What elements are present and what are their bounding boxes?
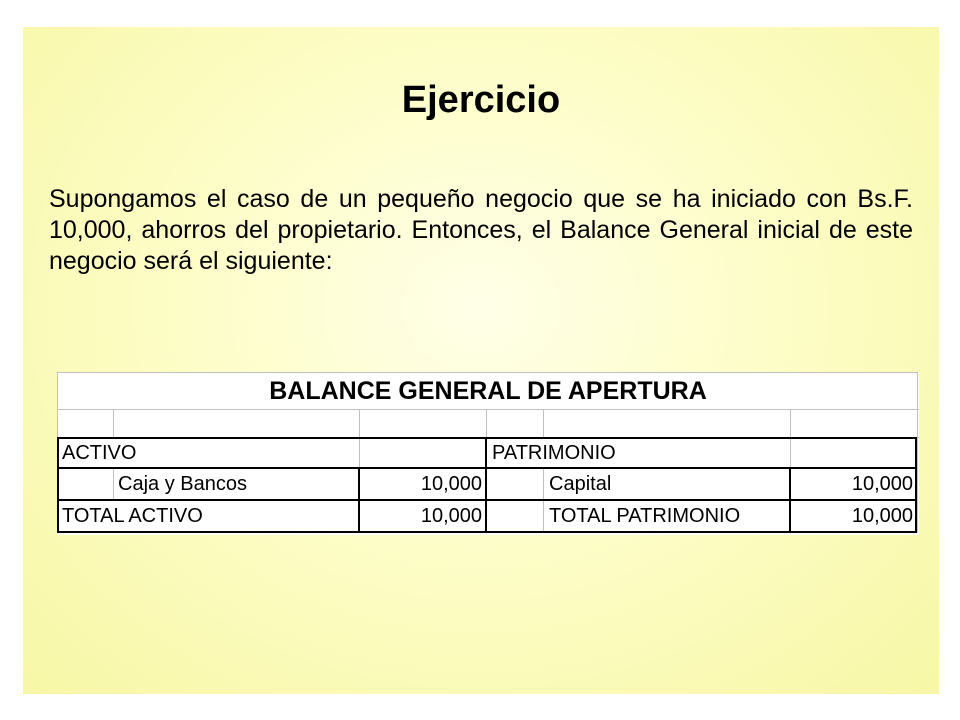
slide-title: Ejercicio xyxy=(401,79,561,121)
caja-bancos-value: 10,000 xyxy=(420,473,482,495)
slide-paragraph: Supongamos el caso de un pequeño negocio que se ha iniciado con Bs.F. 10,000, ahorros del propietario. Entonces, el Balance General inicial de este negocio será el siguiente: xyxy=(49,185,913,275)
balance-sheet-table xyxy=(57,372,919,535)
total-activo-label: TOTAL ACTIVO xyxy=(62,505,203,527)
capital-label: Capital xyxy=(549,473,612,495)
capital-value: 10,000 xyxy=(851,473,913,495)
caja-bancos-label: Caja y Bancos xyxy=(118,473,247,495)
activo-header: ACTIVO xyxy=(62,442,137,464)
slide-background xyxy=(23,27,939,694)
total-patrimonio-value: 10,000 xyxy=(851,505,913,527)
balance-title: BALANCE GENERAL DE APERTURA xyxy=(269,377,707,405)
patrimonio-header: PATRIMONIO xyxy=(492,442,616,464)
total-patrimonio-label: TOTAL PATRIMONIO xyxy=(549,505,741,527)
total-activo-value: 10,000 xyxy=(420,505,482,527)
